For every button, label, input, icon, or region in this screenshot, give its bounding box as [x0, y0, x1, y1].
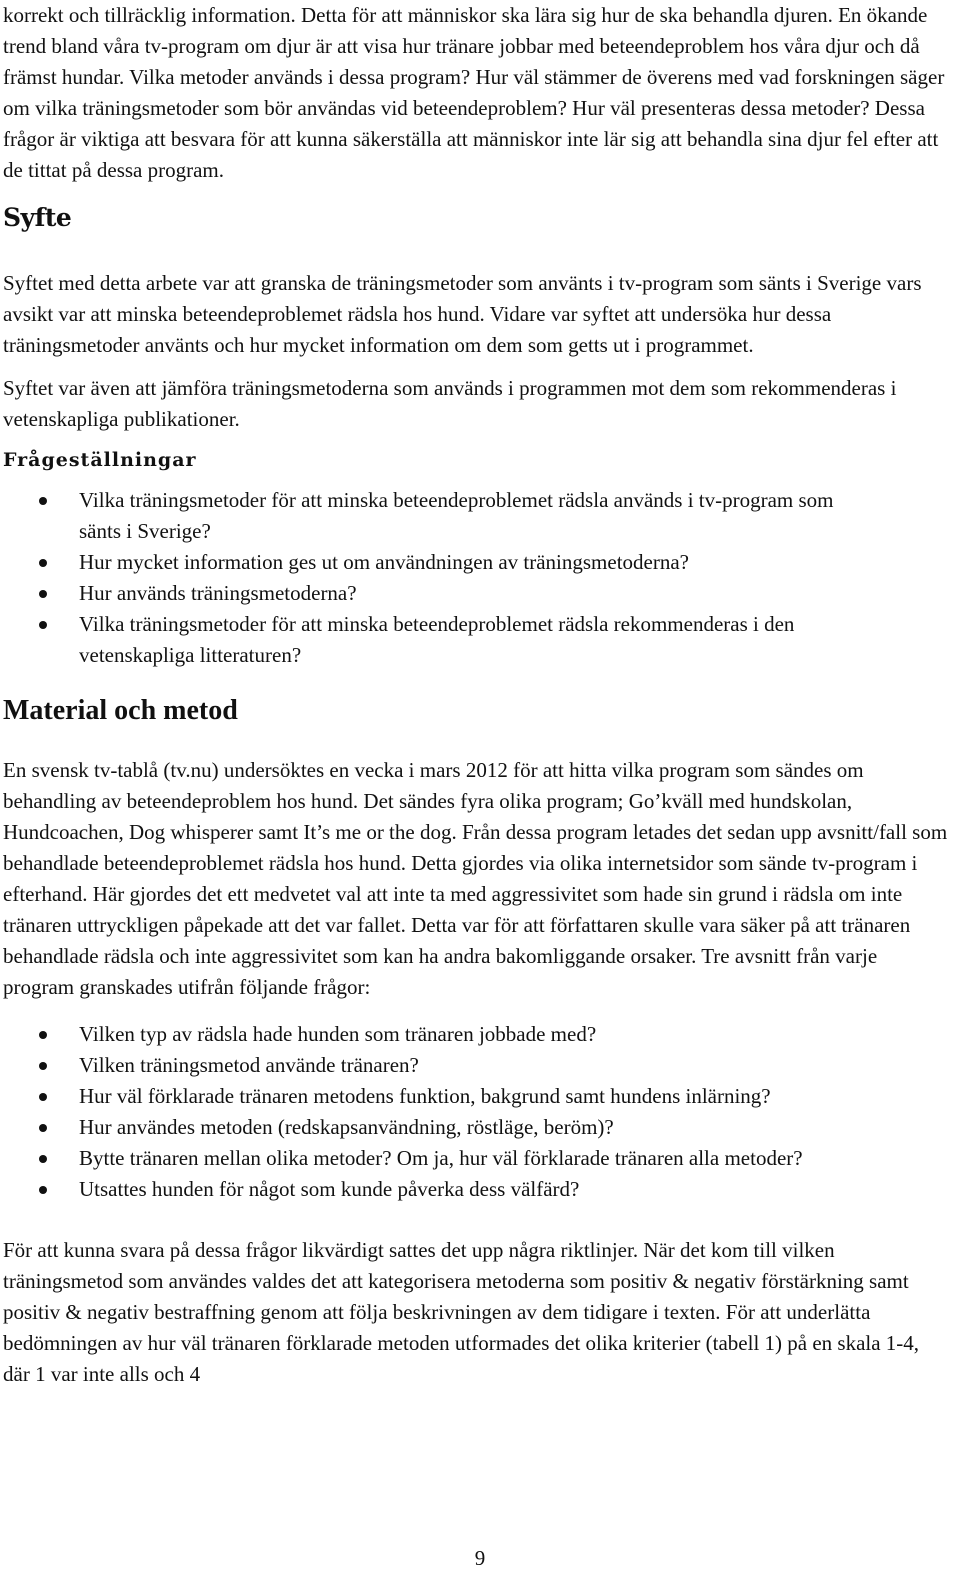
- bullet-icon: [39, 621, 47, 629]
- list-item-text: Hur väl förklarade tränaren metodens funktion, bakgrund samt hundens inlärning?: [79, 1084, 771, 1108]
- list-item-text: Vilka träningsmetoder för att minska beteendeproblemet rädsla används i tv-program som sänts i Sverige?: [79, 488, 834, 543]
- syfte-paragraph-2: Syftet var även att jämföra träningsmetoderna som används i programmen mot dem som rekommenderas i vetenskapliga publikationer.: [3, 376, 897, 431]
- bullet-icon: [39, 497, 47, 505]
- list-item-text: Vilka träningsmetoder för att minska beteendeproblemet rädsla rekommenderas i den vetenskapliga litteraturen?: [79, 612, 795, 667]
- bullet-icon: [39, 1031, 47, 1039]
- material-paragraph-1: En svensk tv-tablå (tv.nu) undersöktes en vecka i mars 2012 för att hitta vilka program som sändes om behandling av beteendeproblem hos hund. Det sändes fyra olika program; Go’kväll med hundskolan, Hundcoachen, Dog whisperer samt It’s me or the dog. Från dessa program letades det sedan upp avsnitt/fall som behandlade beteendeproblemet rädsla hos hund. Detta gjordes via olika internetsidor som sände tv-program i efterhand. Här gjordes det ett medvetet val att inte ta med aggressivitet som hade sin grund i rädsla om inte tränaren uttryckligen påpekade att det var fallet. Detta var för att författaren skulle vara säker på att tränaren behandlade rädsla och inte aggressivitet som kan ha andra bakomliggande orsaker. Tre avsnitt från varje program granskades utifrån följande frågor:: [3, 758, 948, 999]
- document-page: [3, 0, 948, 1390]
- bullet-icon: [39, 1093, 47, 1101]
- list-item: [3, 578, 873, 609]
- list-item: [3, 485, 873, 547]
- syfte-paragraph-1: Syftet med detta arbete var att granska de träningsmetoder som använts i tv-program som sänts i Sverige vars avsikt var att minska beteendeproblemet rädsla hos hund. Vidare var syftet att undersöka hur dessa träningsmetoder använts och hur mycket information om dem som getts ut i programmet.: [3, 271, 922, 357]
- list-item: [3, 1174, 948, 1205]
- bullet-icon: [39, 590, 47, 598]
- list-item-text: Bytte tränaren mellan olika metoder? Om ja, hur väl förklarade tränaren alla metoder?: [79, 1146, 803, 1170]
- list-item: [3, 1112, 948, 1143]
- list-item-text: Utsattes hunden för något som kunde påverka dess välfärd?: [79, 1177, 580, 1201]
- list-item: [3, 1081, 948, 1112]
- section-heading-syfte: Syfte: [3, 203, 72, 232]
- section-heading-material-och-metod: Material och metod: [3, 695, 238, 726]
- bullet-icon: [39, 1124, 47, 1132]
- bullet-icon: [39, 1155, 47, 1163]
- bullet-icon: [39, 1186, 47, 1194]
- list-item-text: Hur används träningsmetoderna?: [79, 581, 357, 605]
- list-item: [3, 1019, 948, 1050]
- fragestallningar-list: [3, 485, 873, 671]
- list-item: [3, 1143, 948, 1174]
- list-item-text: Vilken träningsmetod använde tränaren?: [79, 1053, 419, 1077]
- bullet-icon: [39, 559, 47, 567]
- list-item-text: Hur mycket information ges ut om användningen av träningsmetoderna?: [79, 550, 689, 574]
- list-item-text: Hur användes metoden (redskapsanvändning, röstläge, beröm)?: [79, 1115, 614, 1139]
- section-heading-fragestallningar: Frågeställningar: [3, 449, 197, 471]
- intro-paragraph: korrekt och tillräcklig information. Detta för att människor ska lära sig hur de ska behandla djuren. En ökande trend bland våra tv-program om djur är att visa hur tränare jobbar med beteendeproblem hos våra djur och då främst hundar. Vilka metoder används i dessa program? Hur väl stämmer de överens med vad forskningen säger om vilka träningsmetoder som bör användas vid beteendeproblem? Hur väl presenteras dessa metoder? Dessa frågor är viktiga att besvara för att kunna säkerställa att människor inte lär sig att behandla sina djur fel efter att de tittat på dessa program.: [3, 3, 945, 182]
- material-questions-list: [3, 1019, 948, 1205]
- list-item: [3, 1050, 948, 1081]
- list-item: [3, 547, 873, 578]
- bullet-icon: [39, 1062, 47, 1070]
- material-paragraph-2: För att kunna svara på dessa frågor likvärdigt sattes det upp några riktlinjer. När det kom till vilken träningsmetod som användes valdes det att kategorisera metoderna som positiv & negativ förstärkning samt positiv & negativ bestraffning genom att följa beskrivningen av dem tidigare i texten. För att underlätta bedömningen av hur väl tränaren förklarade metoden utformades det olika kriterier (tabell 1) på en skala 1-4, där 1 var inte alls och 4: [3, 1238, 920, 1386]
- list-item: [3, 609, 873, 671]
- page-number: 9: [474, 1546, 486, 1570]
- list-item-text: Vilken typ av rädsla hade hunden som tränaren jobbade med?: [79, 1022, 597, 1046]
